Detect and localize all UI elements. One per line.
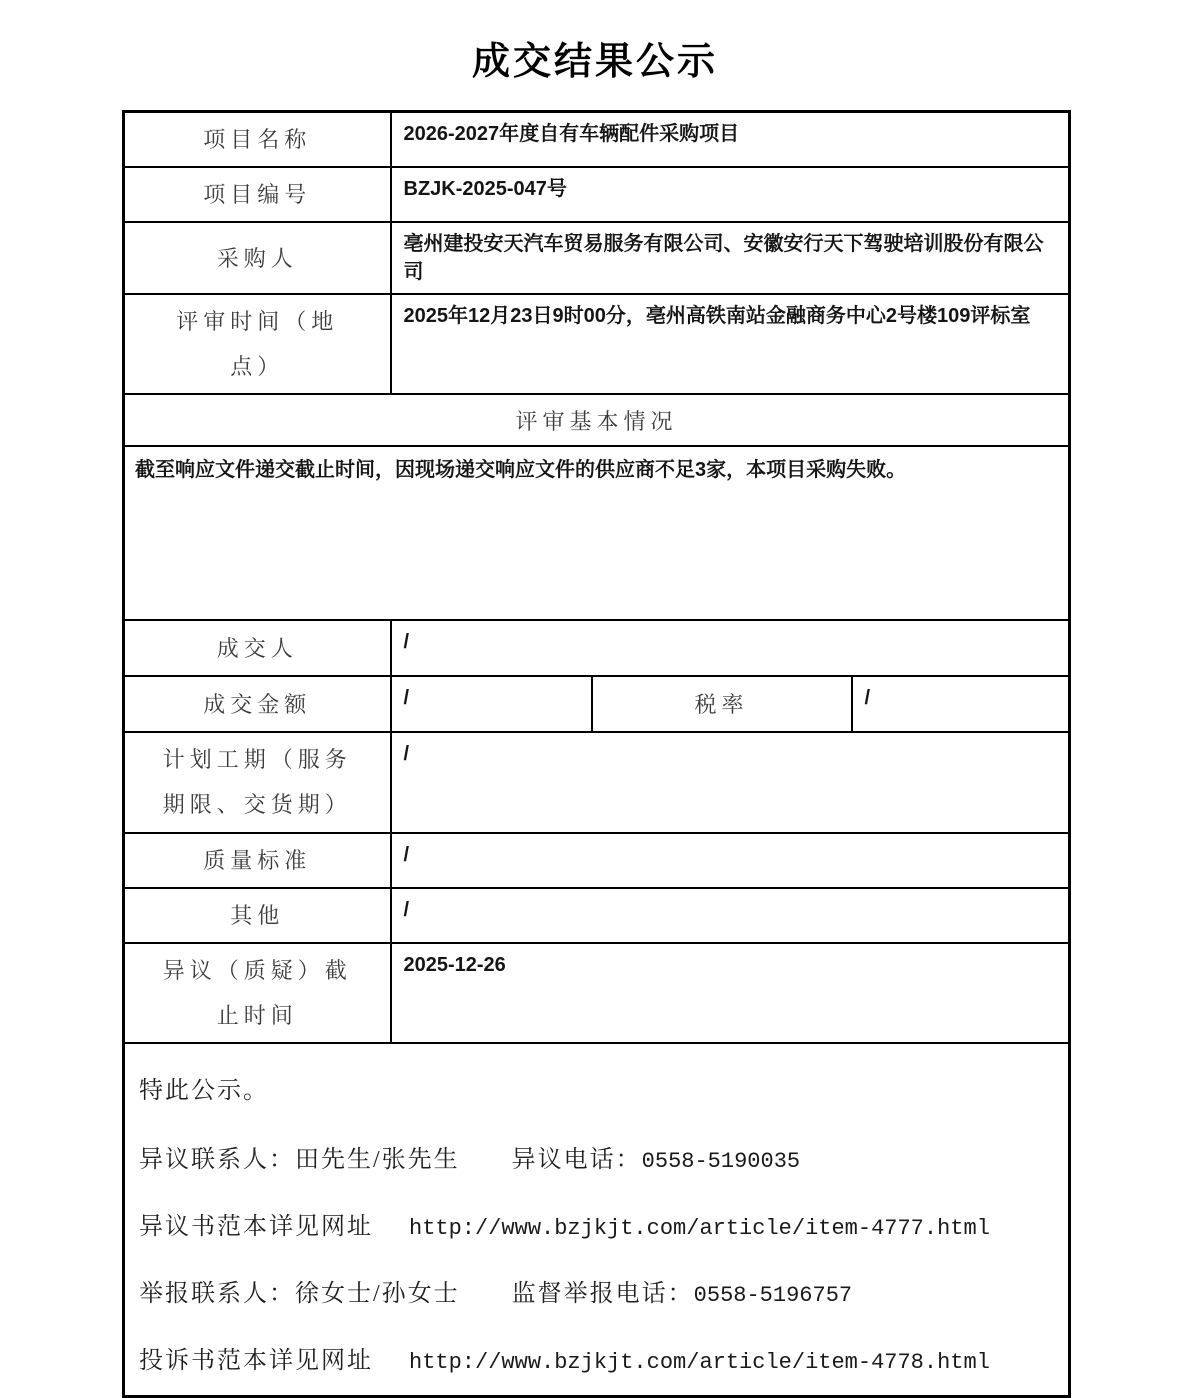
report-contact-line <box>139 1273 1054 1308</box>
objection-deadline-label: 异议（质疑）截止时间 <box>124 943 391 1043</box>
other-value: / <box>391 888 1070 943</box>
report-phone-value: 0558-5196757 <box>693 1282 853 1308</box>
review-section-content: 截至响应文件递交截止时间，因现场递交响应文件的供应商不足3家，本项目采购失败。 <box>124 446 1070 620</box>
quality-standard-value: / <box>391 833 1070 888</box>
report-contact-value: 徐女士/孙女士 <box>295 1280 460 1307</box>
page-title: 成交结果公示 <box>471 41 718 83</box>
amount-label: 成交金额 <box>124 676 391 732</box>
project-name-label: 项目名称 <box>124 112 391 168</box>
objection-contact-value: 田先生/张先生 <box>295 1146 460 1173</box>
objection-phone-label: 异议电话： <box>511 1146 642 1173</box>
table-row-purchaser <box>124 222 1070 294</box>
table-row-objection-deadline <box>124 943 1070 1043</box>
table-row-quality <box>124 833 1070 888</box>
winner-value: / <box>391 620 1070 676</box>
objection-template-line <box>139 1206 1054 1241</box>
table-row-review-content <box>124 446 1070 620</box>
objection-contact-line <box>139 1139 1054 1174</box>
review-time-label: 评审时间（地点） <box>124 294 391 394</box>
table-row-footer <box>124 1043 1070 1397</box>
table-row-review-header <box>124 394 1070 446</box>
purchaser-label: 采购人 <box>124 222 391 294</box>
objection-phone-value: 0558-5190035 <box>641 1148 801 1174</box>
table-row-other <box>124 888 1070 943</box>
other-label: 其他 <box>124 888 391 943</box>
amount-value: / <box>391 676 592 732</box>
report-contact-label: 举报联系人： <box>139 1280 295 1307</box>
project-name-value: 2026-2027年度自有车辆配件采购项目 <box>391 112 1070 168</box>
complaint-template-label: 投诉书范本详见网址 <box>139 1347 373 1374</box>
announcement-notice: 特此公示。 <box>139 1077 269 1104</box>
objection-deadline-value: 2025-12-26 <box>391 943 1070 1043</box>
table-row-project-name <box>124 112 1070 168</box>
project-number-value: BZJK-2025-047号 <box>391 167 1070 222</box>
table-row-project-number <box>124 167 1070 222</box>
footer-block <box>124 1043 1070 1397</box>
objection-template-url: http://www.bzjkjt.com/article/item-4777.html <box>409 1215 990 1241</box>
winner-label: 成交人 <box>124 620 391 676</box>
tax-rate-value: / <box>852 676 1070 732</box>
report-phone-label: 监督举报电话： <box>511 1280 694 1307</box>
objection-contact-label: 异议联系人： <box>139 1146 295 1173</box>
review-time-value: 2025年12月23日9时00分，亳州高铁南站金融商务中心2号楼109评标室 <box>391 294 1070 394</box>
project-number-label: 项目编号 <box>124 167 391 222</box>
schedule-value: / <box>391 732 1070 832</box>
table-row-schedule <box>124 732 1070 832</box>
complaint-template-line <box>139 1340 1054 1375</box>
tax-rate-label: 税率 <box>592 676 852 732</box>
table-row-amount <box>124 676 1070 732</box>
table-row-review-time <box>124 294 1070 394</box>
quality-standard-label: 质量标准 <box>124 833 391 888</box>
table-row-winner <box>124 620 1070 676</box>
result-table <box>122 110 1071 1398</box>
objection-template-label: 异议书范本详见网址 <box>139 1213 373 1240</box>
schedule-label: 计划工期（服务期限、交货期） <box>124 732 391 832</box>
complaint-template-url: http://www.bzjkjt.com/article/item-4778.html <box>409 1349 990 1375</box>
purchaser-value: 亳州建投安天汽车贸易服务有限公司、安徽安行天下驾驶培训股份有限公司 <box>391 222 1070 294</box>
review-section-header: 评审基本情况 <box>124 394 1070 446</box>
